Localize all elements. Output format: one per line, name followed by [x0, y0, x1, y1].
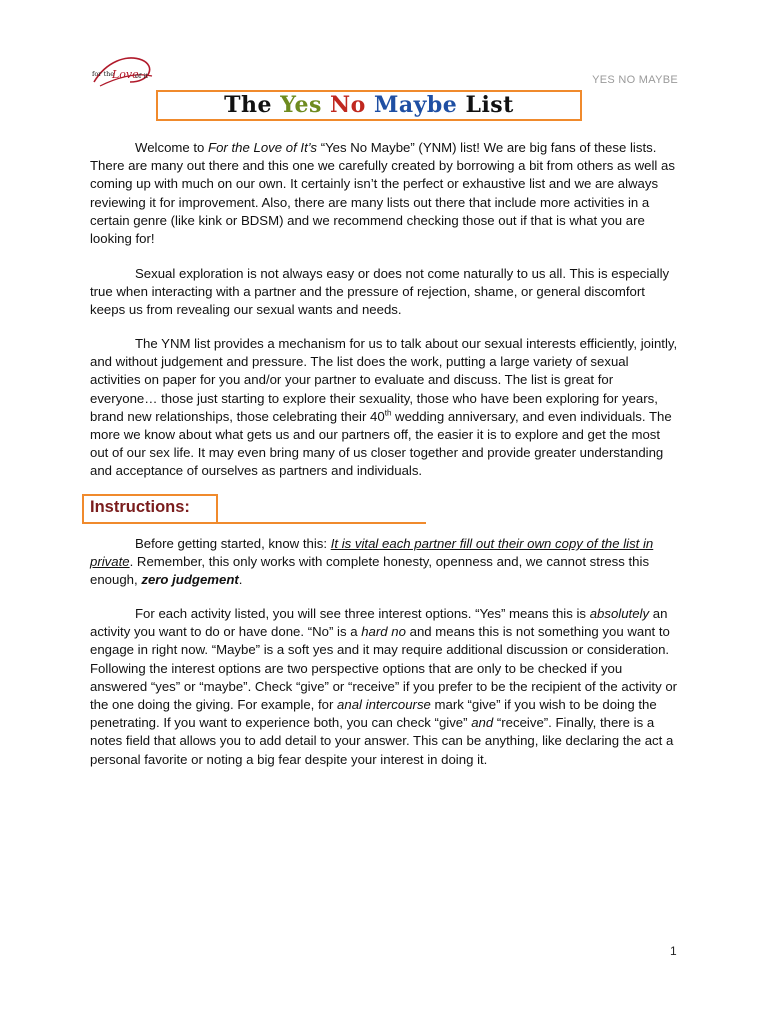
intro-text: Welcome to — [135, 140, 209, 155]
page-title — [224, 92, 514, 118]
header-label: YES NO MAYBE — [592, 74, 678, 86]
options-text-g: mark “give” if you wish to be doing the penetrating. If you want to experience both, you can check “give” — [90, 697, 657, 731]
exploration-paragraph — [90, 265, 678, 320]
options-text-e: and means this is not something you want to engage in right now. “Maybe” is a soft yes and it may require additional discussion or consideration. Following the interest options are two perspective options that are only to be checked if you answered “yes” or “maybe”. Check “give” or “receive” if you prefer to be the recipient of the activity or the one doing the giving. For example, for — [90, 624, 678, 713]
options-example: anal intercourse — [337, 697, 431, 713]
ynm-text: The YNM list provides a mechanism for us to talk about our sexual interests efficiently, jointly, and without judgement and pressure. The list does the work, putting a large variety of sexual activities on paper for you and/or your partner to evaluate and discuss. The list is great for everyone… those just starting to explore their sexuality, those who have been exploring for years, brand new relationships, those celebrating their 40 — [90, 336, 678, 424]
intro-paragraph — [90, 139, 678, 248]
page-number: 1 — [670, 944, 677, 958]
options-text-c: an activity you want to do or have done. “No” is a — [90, 606, 668, 640]
logo-graphic — [86, 52, 158, 92]
instructions-underline — [82, 522, 426, 524]
ynm-paragraph — [90, 335, 678, 481]
ordinal-suffix: th — [384, 408, 392, 418]
logo-text-of-it: of it — [135, 72, 149, 80]
options-text-i: “receive”. Finally, there is a notes field that allows you to add detail to your answer. This can be anything, like declaring the act a personal favorite or noting a big fear despite your interest in doing it. — [90, 715, 674, 767]
intro-brand: For the Love of It’s — [208, 140, 318, 155]
title-word-the: The — [224, 92, 273, 118]
exploration-text: Sexual exploration is not always easy or does not come naturally to us all. This is especially true when interacting with a partner and the pressure of rejection, shame, or general discomfort keeps us from revealing our sexual wants and needs. — [90, 266, 670, 318]
intro-text-cont: “Yes No Maybe” (YNM) list! We are big fans of these lists. There are many out there and this one we carefully created by borrowing a bit from others as well as coming up with much on our own. It certainly isn’t the perfect or exhaustive list and we are always reviewing it for improvement. Also, there are many lists out there that include more activities in a certain genre (like kink or BDSM) and we recommend checking those out if that is what you are looking for! — [90, 140, 675, 247]
title-word-yes: Yes — [280, 92, 322, 118]
options-hard-no: hard no — [361, 624, 406, 640]
options-absolutely: absolutely — [589, 606, 650, 621]
logo-text-love: Love — [112, 68, 139, 81]
title-word-no: No — [330, 92, 366, 118]
period: . — [238, 572, 243, 588]
title-word-maybe: Maybe — [374, 92, 458, 118]
options-text-a: For each activity listed, you will see three interest options. “Yes” means this is — [135, 606, 590, 621]
zero-judgement-emphasis: zero judgement — [141, 572, 239, 588]
before-start-paragraph — [90, 535, 678, 590]
logo-text-for-the: for the — [92, 70, 115, 78]
title-box — [156, 90, 582, 121]
for-the-love-of-it-logo — [86, 52, 158, 92]
private-emphasis: It is vital each partner fill out their own copy of the list in private — [90, 536, 654, 570]
title-word-list: List — [465, 92, 514, 118]
before-start-cont: . Remember, this only works with complete honesty, openness and, we cannot stress this enough, — [90, 554, 650, 588]
ynm-text-cont: wedding anniversary, and even individuals. The more we know about what gets us and our partners off, the easier it is to explore and get the most out of our sex life. It may even bring many of us closer together and provide greater understanding and acceptance of ourselves as partners and individuals. — [90, 408, 672, 479]
before-start-text: Before getting started, know this: — [135, 536, 331, 551]
options-and: and — [471, 715, 494, 731]
options-paragraph — [90, 605, 678, 769]
instructions-heading: Instructions: — [90, 498, 190, 516]
